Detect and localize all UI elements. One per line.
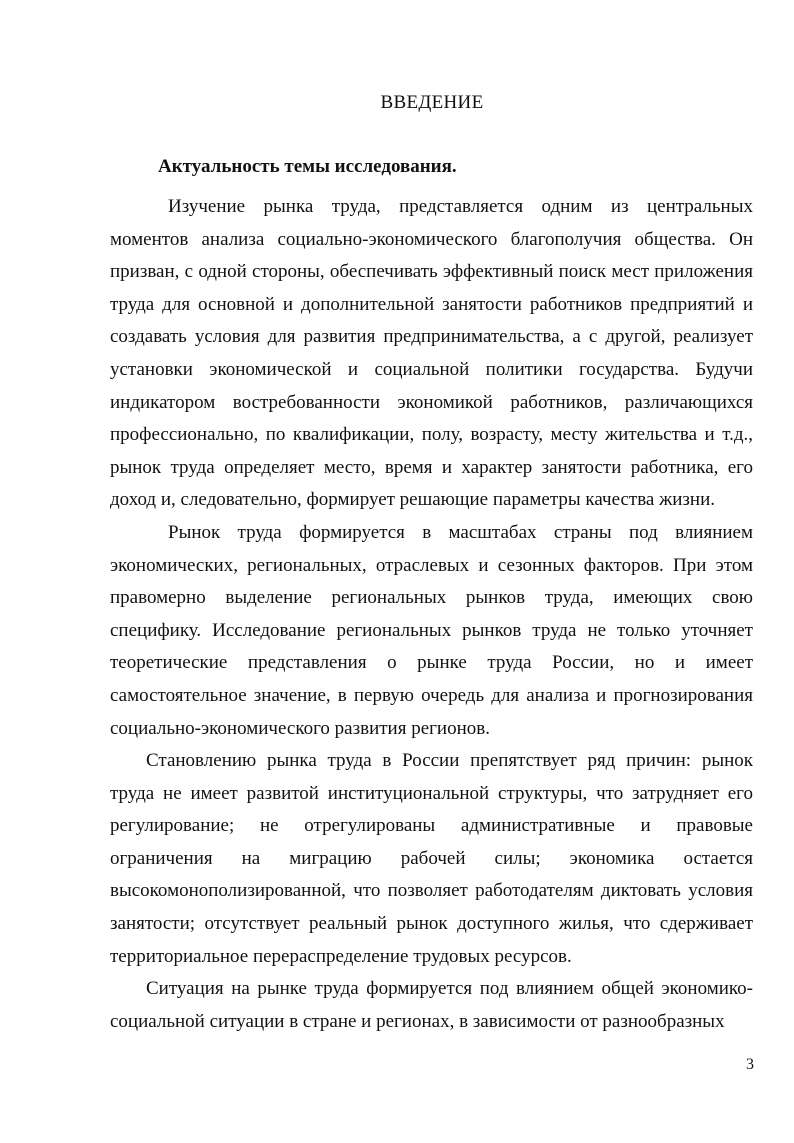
paragraph-1: Изучение рынка труда, представляется одним из центральных моментов анализа социально-экономического благополучия общества. Он призван, с одной стороны, обеспечивать эффективный поиск мест приложения труда для основной и дополнительной занятости работников предприятий и создавать условия для развития предпринимательства, а с другой, реализует установки экономической и социальной политики государства. Будучи индикатором востребованности экономикой работников, различающихся профессионально, по квалификации, полу, возрасту, месту жительства и т.д., рынок труда определяет место, время и характер занятости работника, его доход и, следовательно, формирует решающие параметры качества жизни.: [110, 196, 753, 511]
section-subheading: Актуальность темы исследования.: [158, 156, 457, 177]
paragraph-3: Становлению рынка труда в России препятствует ряд причин: рынок труда не имеет развитой институциональной структуры, что затрудняет его регулирование; не отрегулированы административные и правовые ограничения на миграцию рабочей силы; экономика остается высокомонополизированной, что позволяет работодателям диктовать условия занятости; отсутствует реальный рынок доступного жилья, что сдерживает территориальное перераспределение трудовых ресурсов.: [110, 750, 753, 967]
paragraph-2: Рынок труда формируется в масштабах страны под влиянием экономических, региональных, отраслевых и сезонных факторов. При этом правомерно выделение региональных рынков труда, имеющих свою специфику. Исследование региональных рынков труда не только уточняет теоретические представления о рынке труда России, но и имеет самостоятельное значение, в первую очередь для анализа и прогнозирования социально-экономического развития регионов.: [110, 521, 753, 739]
body-text: [110, 191, 753, 1038]
document-heading: ВВЕДЕНИЕ: [380, 92, 484, 113]
page-number: 3: [746, 1056, 754, 1073]
paragraph-4: Ситуация на рынке труда формируется под влиянием общей экономико-социальной ситуации в стране и регионах, в зависимости от разнообразных: [110, 978, 753, 1032]
